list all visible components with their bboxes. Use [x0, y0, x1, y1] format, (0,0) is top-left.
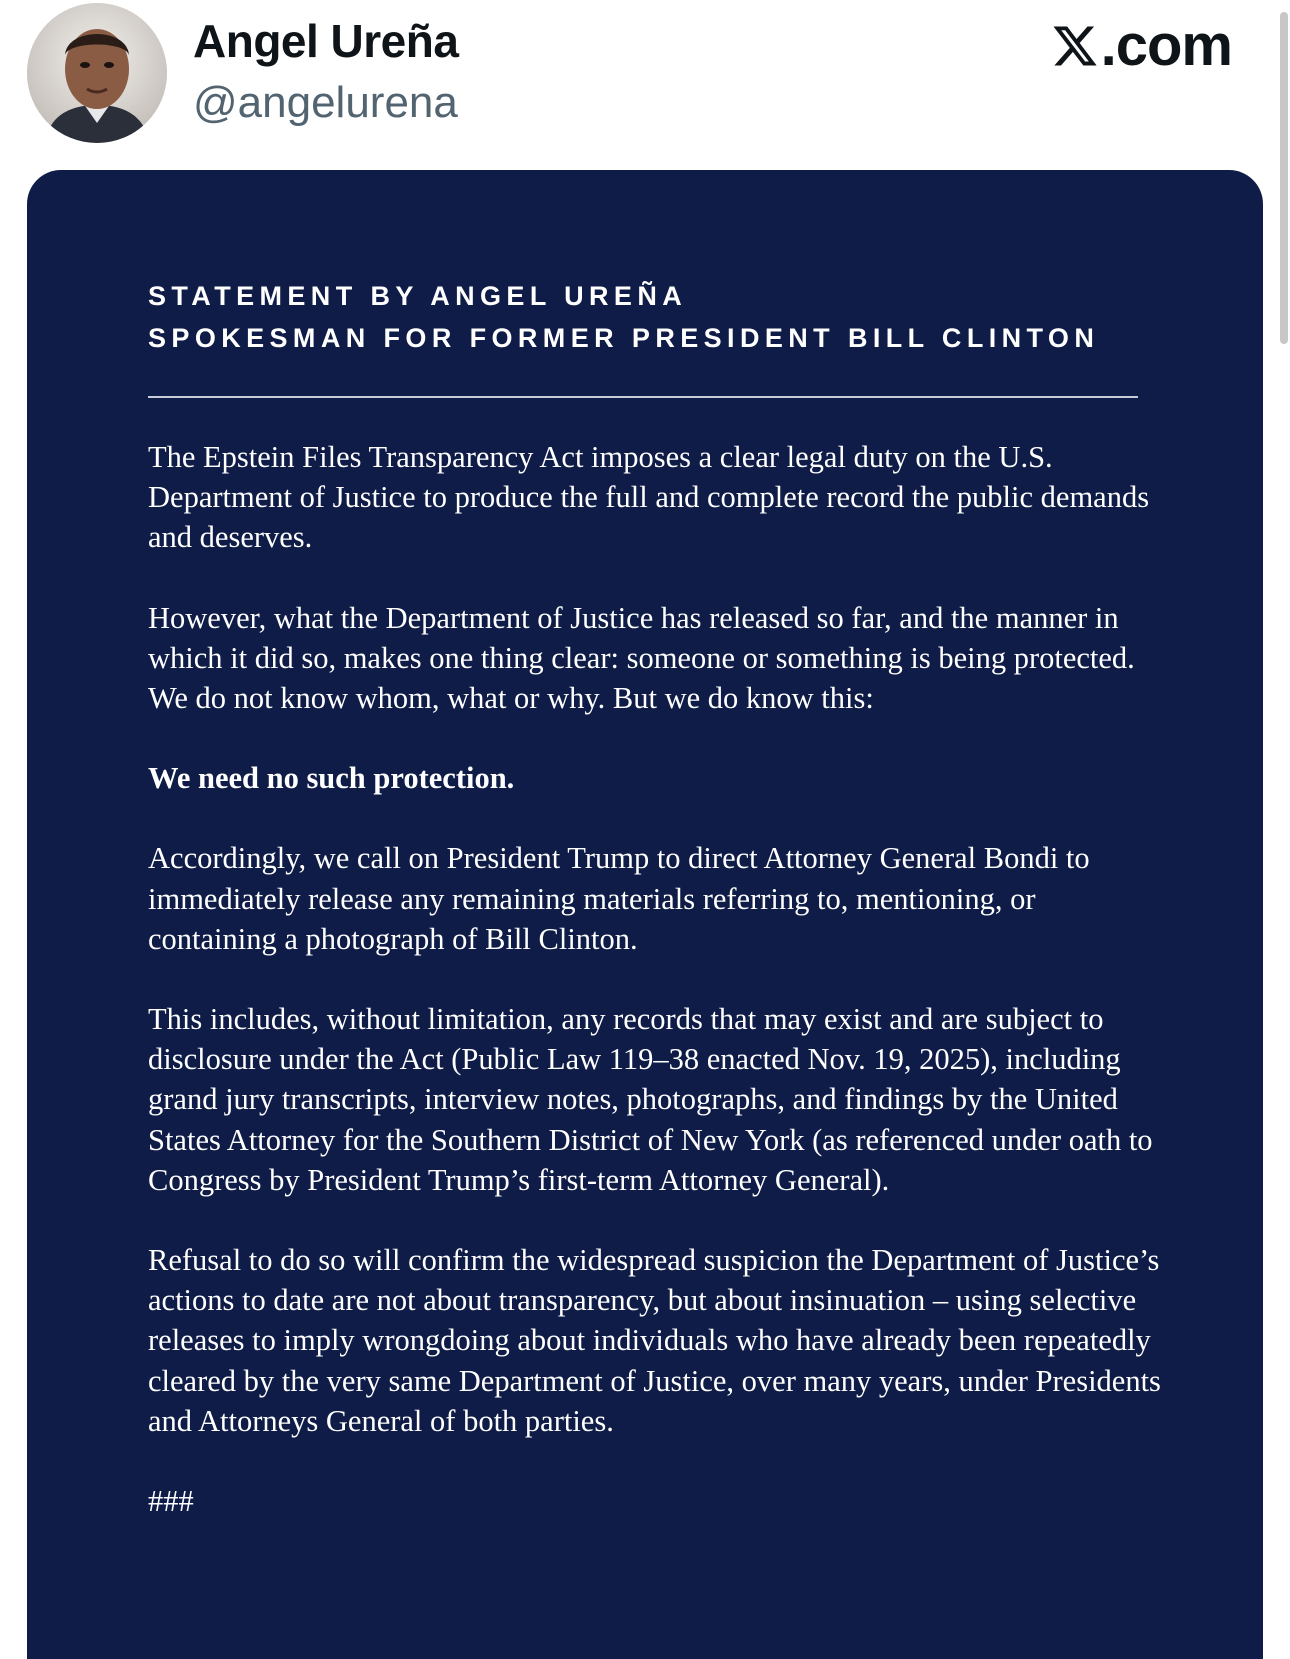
avatar-photo: [27, 3, 167, 143]
x-logo-icon: [1051, 22, 1099, 70]
statement-paragraph-4: Accordingly, we call on President Trump to direct Attorney General Bondi to immediately release any remaining materials referring to, mentioning, or containing a photograph of Bill Clinton.: [148, 841, 1090, 956]
post-header: [0, 0, 1290, 160]
statement-heading-line-2: SPOKESMAN FOR FORMER PRESIDENT BILL CLINTON: [148, 323, 1100, 353]
statement-content: [148, 275, 1168, 1521]
statement-end-mark: ###: [148, 1484, 194, 1519]
statement-paragraph-1: The Epstein Files Transparency Act imposes a clear legal duty on the U.S. Department of Justice to produce the full and complete record the public demands and deserves.: [148, 440, 1150, 555]
brand-domain: .com: [1100, 13, 1232, 78]
x-com-brand: [1051, 12, 1232, 79]
statement-paragraph-2: However, what the Department of Justice has released so far, and the manner in which it did so, makes one thing clear: someone or something is being protected. We do not know whom, what or why. But we do know this:: [148, 600, 1135, 716]
statement-heading-line-1: STATEMENT BY ANGEL UREÑA: [148, 281, 688, 311]
statement-paragraph-3: We need no such protection.: [148, 761, 515, 796]
scrollbar[interactable]: [1280, 12, 1288, 344]
heading-divider: [148, 396, 1138, 398]
statement-image-card[interactable]: [27, 170, 1263, 1659]
statement-paragraph-5: This includes, without limitation, any records that may exist and are subject to disclosure under the Act (Public Law 119–38 enacted Nov. 19, 2025), including grand jury transcripts, interview notes, photographs, and findings by the United States Attorney for the Southern District of New York (as referenced under oath to Congress by President Trump’s first-term Attorney General).: [148, 1002, 1153, 1197]
author-display-name[interactable]: Angel Ureña: [193, 15, 459, 67]
statement-paragraph-6: Refusal to do so will confirm the widespread suspicion the Department of Justice’s actions to date are not about transparency, but about insinuation – using selective releases to imply wrongdoing about individuals who have already been repeatedly cleared by the very same Department of Justice, over many years, under Presidents and Attorneys General of both parties.: [148, 1243, 1161, 1438]
avatar[interactable]: [27, 3, 167, 143]
author-handle[interactable]: @angelurena: [193, 78, 458, 127]
